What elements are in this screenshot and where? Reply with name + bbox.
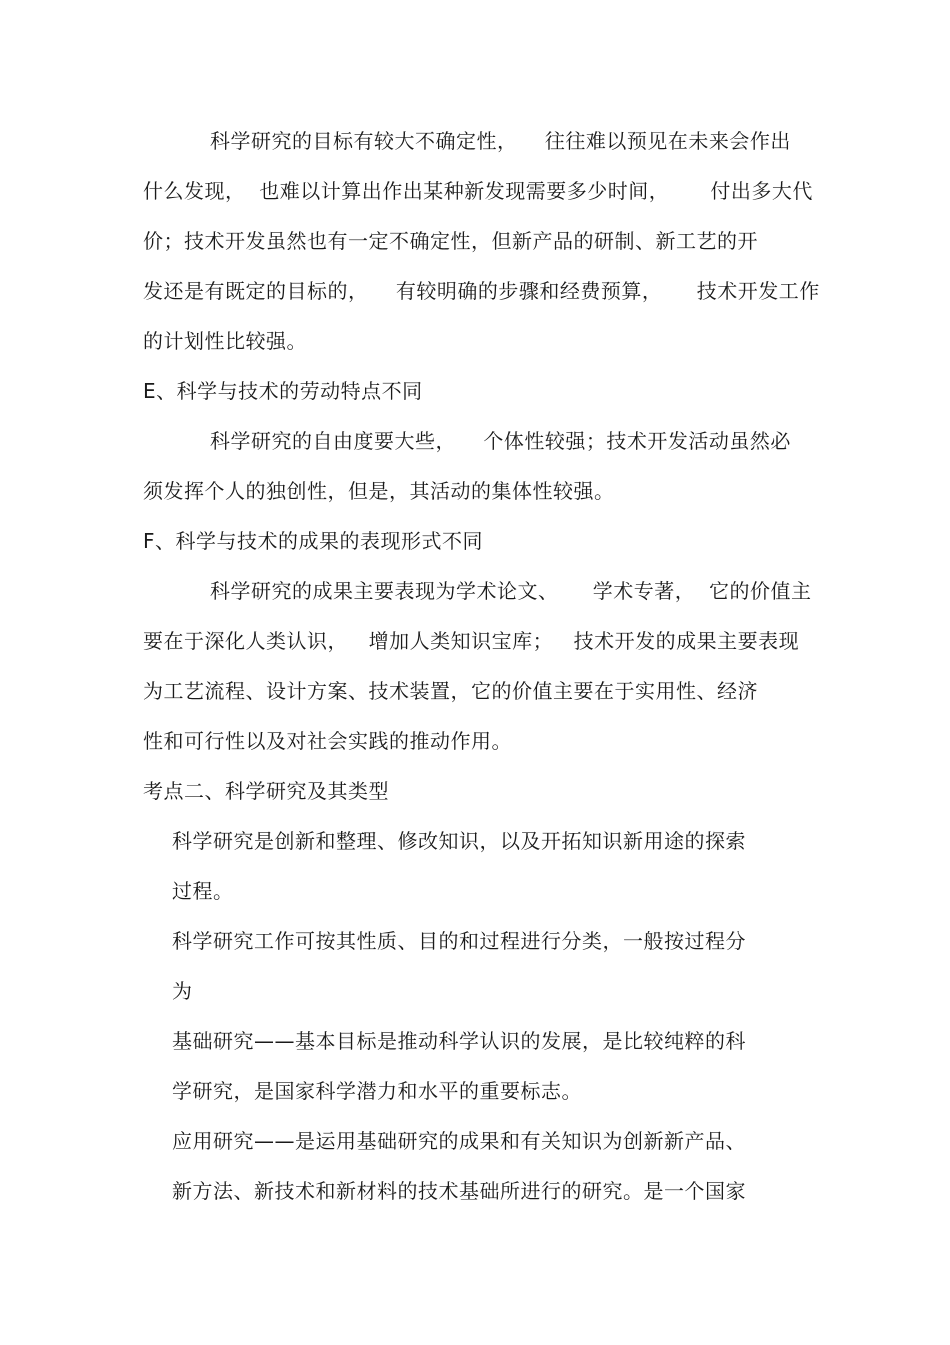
paragraph-2-line-2: 须发挥个人的独创性，但是，其活动的集体性较强。 (143, 479, 615, 503)
paragraph-5-line-1: 科学研究工作可按其性质、目的和过程进行分类，一般按过程分 (172, 929, 746, 953)
paragraph-6-line-2: 学研究，是国家科学潜力和水平的重要标志。 (172, 1079, 582, 1103)
paragraph-1-line-1: 科学研究的目标有较大不确定性， 往往难以预见在未来会作出 (210, 129, 791, 153)
paragraph-3-line-4: 性和可行性以及对社会实践的推动作用。 (143, 729, 512, 753)
paragraph-1-line-3: 价；技术开发虽然也有一定不确定性，但新产品的研制、新工艺的开 (143, 229, 758, 253)
paragraph-4-line-1: 科学研究是创新和整理、修改知识，以及开拓知识新用途的探索 (172, 829, 746, 853)
paragraph-7-line-1: 应用研究——是运用基础研究的成果和有关知识为创新新产品、 (172, 1129, 746, 1153)
paragraph-3-line-3: 为工艺流程、设计方案、技术装置，它的价值主要在于实用性、经济 (143, 679, 758, 703)
paragraph-2-line-1: 科学研究的自由度要大些， 个体性较强；技术开发活动虽然必 (210, 429, 791, 453)
paragraph-3-line-1: 科学研究的成果主要表现为学术论文、 学术专著， 它的价值主 (210, 579, 812, 603)
heading-section-2: 考点二、科学研究及其类型 (143, 779, 389, 803)
heading-f: F、科学与技术的成果的表现形式不同 (143, 529, 484, 553)
paragraph-4-line-2: 过程。 (172, 879, 234, 903)
paragraph-1-line-4: 发还是有既定的目标的， 有较明确的步骤和经费预算， 技术开发工作 (143, 279, 820, 303)
paragraph-1-line-2: 什么发现， 也难以计算出作出某种新发现需要多少时间， 付出多大代 (143, 179, 813, 203)
paragraph-5-line-2: 为 (172, 979, 193, 1003)
paragraph-1-line-5: 的计划性比较强。 (143, 329, 307, 353)
paragraph-6-line-1: 基础研究——基本目标是推动科学认识的发展，是比较纯粹的科 (172, 1029, 746, 1053)
paragraph-7-line-2: 新方法、新技术和新材料的技术基础所进行的研究。是一个国家 (172, 1179, 746, 1203)
heading-e: E、科学与技术的劳动特点不同 (143, 379, 423, 403)
paragraph-3-line-2: 要在于深化人类认识， 增加人类知识宝库； 技术开发的成果主要表现 (143, 629, 800, 653)
